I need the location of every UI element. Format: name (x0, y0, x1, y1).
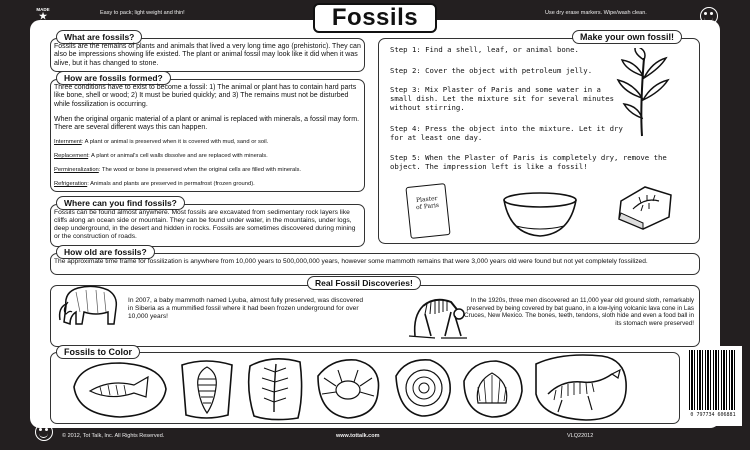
what-are-fossils-heading: What are fossils? (56, 30, 142, 44)
fish-fossil-icon[interactable] (70, 357, 170, 421)
term-refrigeration: Refrigeration: Animals and plants are preserved in permafrost (frozen ground). (54, 181, 255, 187)
dinosaur-skeleton-fossil-icon[interactable] (532, 350, 630, 422)
step-1: Step 1: Find a shell, leaf, or animal bone. (390, 45, 579, 54)
step-2: Step 2: Cover the object with petroleum jelly. (390, 66, 593, 75)
bowl-icon (500, 190, 580, 240)
step-5: Step 5: When the Plaster of Paris is completely dry, remove the object. The impression left is like a fossil! (390, 153, 667, 171)
what-are-fossils-text: Fossils are the remains of plants and animals that lived a very long time ago (prehistoric). They can also be impressions showing life existed. The plant or animal fossil may look like it did when it was alive, but it has changed to stone. (54, 43, 361, 67)
fossil-slab-icon (615, 183, 675, 233)
sloth-discovery-text: In the 1920s, three men discovered an 11,000 year old ground sloth, remarkably preserved by being covered by bat guano, in a low-lying volcanic lava cone in Las Cruces, New Mexico. The bones, teeth, tendons, sloth hide and even a food ball in its stomach were preserved! (464, 297, 694, 327)
make-fossil-heading: Make your own fossil! (572, 30, 682, 44)
plaster-bag-illustration (405, 183, 450, 239)
term-internment: Internment: A plant or animal is preserved when it is covered with mud, sand or soil. (54, 139, 269, 145)
term-permineralization: Permineralization: The wood or bone is preserved when the original cells are filled with minerals. (54, 167, 302, 173)
barcode (684, 346, 742, 426)
step-3: Step 3: Mix Plaster of Paris and some water in a small dish. Let the mixture sit for several minutes without stirring. (390, 85, 615, 112)
fern-fossil-icon[interactable] (246, 354, 304, 422)
how-formed-intro: Three conditions have to exist to become a fossil: 1) The animal or plant has to contain hard parts like bone, shell or wood; 2) It must be buried quickly; and 3) The remains must not be disturbed while fossilization is occurring. (54, 84, 357, 108)
smiley-icon (700, 7, 718, 25)
ammonite-fossil-icon[interactable] (392, 356, 454, 420)
tagline: Easy to pack; light weight and thin! (100, 10, 185, 16)
made-in-usa-badge (33, 7, 53, 33)
copyright: © 2012, Tot Talk, Inc. All Rights Reserved. (62, 433, 165, 439)
product-code: VLQ22012 (567, 433, 594, 439)
leaf-icon (612, 48, 672, 138)
trilobite-fossil-icon[interactable] (176, 357, 238, 421)
badge-top-text: MADE (36, 7, 50, 12)
how-old-heading: How old are fossils? (56, 245, 155, 259)
fossils-to-color-heading: Fossils to Color (56, 345, 140, 359)
where-find-heading: Where can you find fossils? (56, 196, 185, 210)
shell-fossil-icon[interactable] (460, 357, 526, 421)
how-formed-heading: How are fossils formed? (56, 71, 171, 85)
instructions: Use dry erase markers. Wipe/wash clean. (545, 10, 647, 16)
page-title: Fossils (313, 3, 437, 33)
sloth-skeleton-icon (405, 286, 469, 340)
website: www.tottalk.com (336, 433, 380, 439)
mammoth-icon (56, 282, 124, 330)
smiley-icon (35, 423, 53, 441)
star-icon: ★ (38, 11, 48, 21)
mammoth-discovery-text: In 2007, a baby mammoth named Lyuba, almost fully preserved, was discovered in Siberia as a mummified fossil where it had been frozen underground for over 10,000 years! (128, 297, 364, 320)
how-formed-paragraph: When the original organic material of a plant or animal is replaced with minerals, a fossil may form. There are several different ways this can happen. (54, 116, 360, 132)
where-find-text: Fossils can be found almost anywhere. Most fossils are excavated from sedimentary rock layers like cliffs along an ocean side or mountain. They can be found under water, in the mountains, under logs, deep underground, in the desert and hidden in rocks. Fossils are sometimes discovered during mining or the construction of roads. (54, 209, 356, 240)
crab-fossil-icon[interactable] (312, 356, 384, 420)
how-old-text: The approximate time frame for fossilization is anywhere from 10,000 years to 500,000,000 years, however some mammoth remains that were 3,000 years old were found but not yet completely fossilized. (54, 258, 648, 265)
discoveries-heading: Real Fossil Discoveries! (307, 276, 421, 290)
term-replacement: Replacement: A plant or animal's cell walls dissolve and are replaced with minerals. (54, 153, 268, 159)
plaster-bag-label: Plaster of Paris (415, 194, 440, 212)
badge-bottom-text: U.S.A (36, 21, 49, 26)
step-4: Step 4: Press the object into the mixture. Let it dry for at least one day. (390, 124, 623, 142)
barcode-number: 0 797734 606881 (690, 412, 736, 418)
barcode-bars (689, 350, 737, 410)
